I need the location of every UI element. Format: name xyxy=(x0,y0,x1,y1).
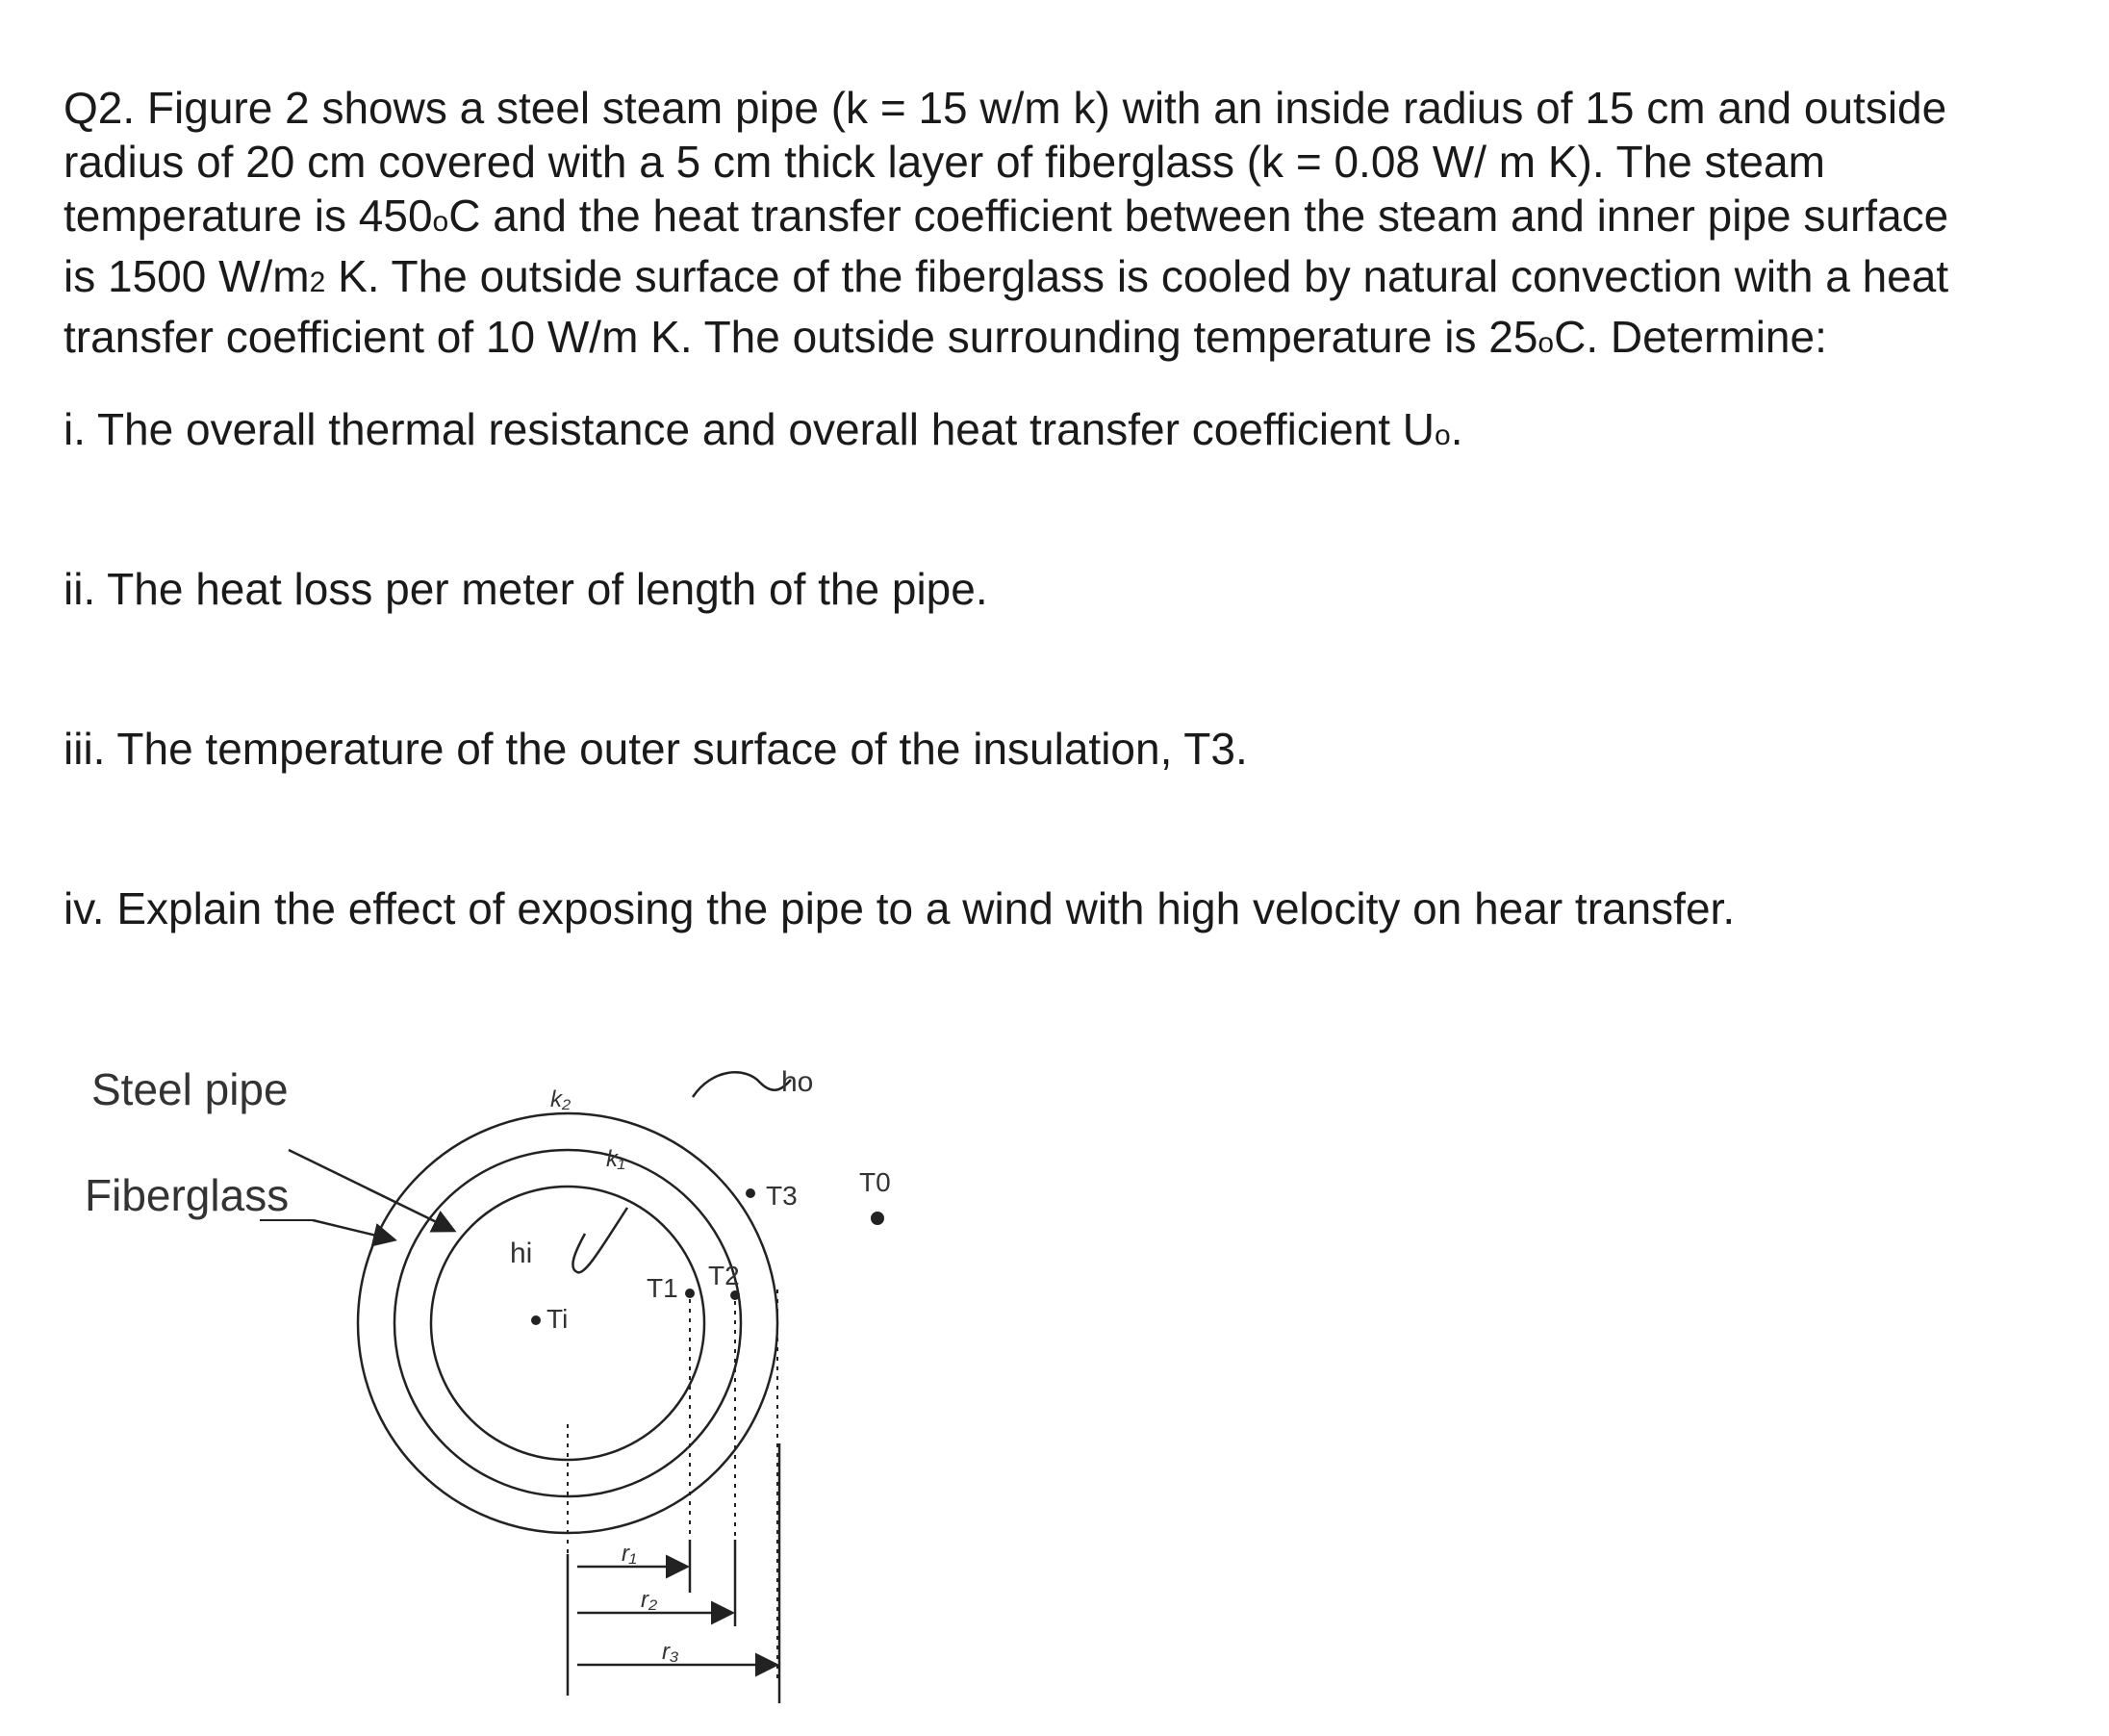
k1-label: k₁ xyxy=(606,1146,625,1172)
t3-dot xyxy=(746,1188,755,1198)
steel-pipe-label: Steel pipe xyxy=(91,1064,289,1114)
t1-label: T1 xyxy=(647,1273,678,1303)
pipe-figure xyxy=(0,1010,1058,1736)
ho-label: ho xyxy=(781,1066,814,1098)
ti-dot xyxy=(531,1315,541,1325)
part-iii: iii. The temperature of the outer surface of the insulation, T3. xyxy=(64,724,1248,774)
hi-squiggle xyxy=(572,1208,627,1272)
r3-label: r₃ xyxy=(662,1639,679,1665)
question-line: temperature is 450oC and the heat transfer coefficient between the steam and inner pipe surface xyxy=(64,191,1949,241)
part-i: i. The overall thermal resistance and overall heat transfer coefficient Uo. xyxy=(64,404,1463,454)
r1-label: r₁ xyxy=(622,1541,637,1567)
t2-label: T2 xyxy=(708,1261,740,1290)
hi-label: hi xyxy=(510,1238,533,1269)
t0-label: T0 xyxy=(859,1167,891,1197)
r2-label: r₂ xyxy=(641,1587,658,1613)
question-line: is 1500 W/m2 K. The outside surface of the fiberglass is cooled by natural convection with a heat xyxy=(64,251,1949,301)
part-ii: ii. The heat loss per meter of length of the pipe. xyxy=(64,564,988,614)
question-line: Q2. Figure 2 shows a steel steam pipe (k = 15 w/m k) with an inside radius of 15 cm and outside xyxy=(64,83,1947,133)
t0-dot xyxy=(871,1212,884,1225)
t1-dot xyxy=(685,1289,695,1298)
question-text xyxy=(64,81,2065,370)
k2-label: k₂ xyxy=(550,1086,572,1112)
part-iv: iv. Explain the effect of exposing the pipe to a wind with high velocity on hear transfer. xyxy=(64,883,1736,933)
fiberglass-label: Fiberglass xyxy=(85,1170,290,1220)
t2-dot xyxy=(730,1290,740,1300)
t3-label: T3 xyxy=(766,1181,798,1211)
question-line: radius of 20 cm covered with a 5 cm thick layer of fiberglass (k = 0.08 W/ m K). The steam xyxy=(64,137,1825,187)
ho-squiggle xyxy=(693,1072,791,1097)
steel-pipe-arrow xyxy=(289,1150,452,1230)
ti-label: Ti xyxy=(546,1304,569,1334)
question-line: transfer coefficient of 10 W/m K. The outside surrounding temperature is 25oC. Determine: xyxy=(64,312,1827,362)
